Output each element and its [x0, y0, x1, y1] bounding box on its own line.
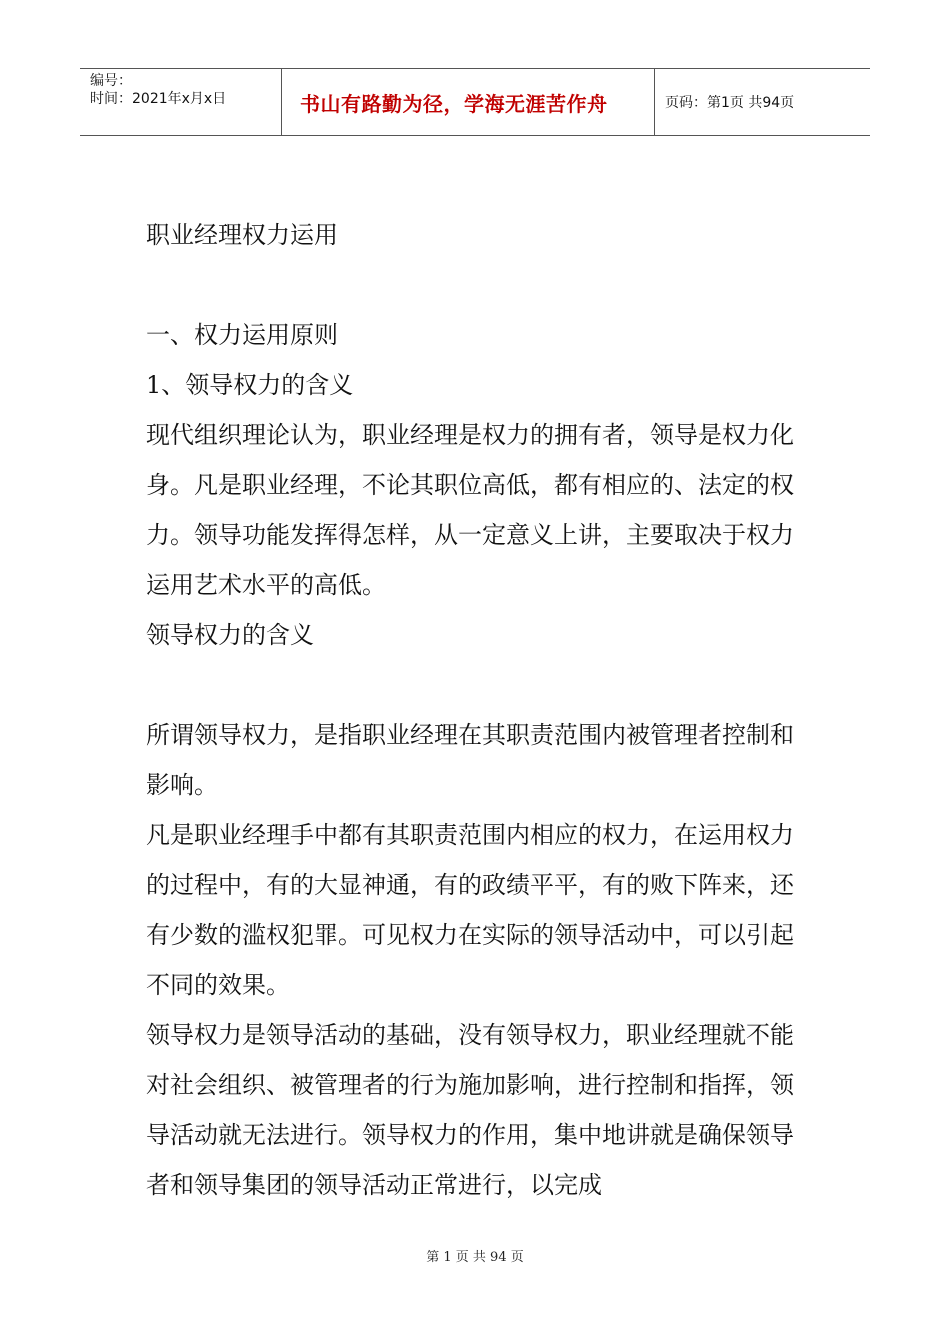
serial-label: 编号： [90, 73, 132, 89]
paragraph: 所谓领导权力，是指职业经理在其职责范围内被管理者控制和影响。 [146, 721, 794, 799]
document-title: 职业经理权力运用 [146, 221, 338, 249]
subsection-heading: 1、领导权力的含义 [146, 371, 354, 399]
page-footer: 第 1 页 共 94 页 [426, 1250, 524, 1265]
subheading: 领导权力的含义 [146, 621, 314, 649]
header-page-info: 页码：第1页 共94页 [665, 95, 795, 111]
paragraph: 凡是职业经理手中都有其职责范围内相应的权力，在运用权力的过程中，有的大显神通，有的政绩平平，有的败下阵来，还有少数的滥权犯罪。可见权力在实际的领导活动中，可以引起不同的效果。 [146, 821, 794, 999]
section-heading: 一、权力运用原则 [146, 321, 338, 349]
document-body [146, 210, 811, 1210]
date-label: 时间：2021年x月x日 [90, 91, 227, 107]
header-meta [80, 69, 282, 135]
paragraph: 领导权力是领导活动的基础，没有领导权力，职业经理就不能对社会组织、被管理者的行为施加影响，进行控制和指挥，领导活动就无法进行。领导权力的作用，集中地讲就是确保领导者和领导集团的领导活动正常进行，以完成 [146, 1021, 794, 1199]
paragraph: 现代组织理论认为，职业经理是权力的拥有者，领导是权力化身。凡是职业经理，不论其职位高低，都有相应的、法定的权力。领导功能发挥得怎样，从一定意义上讲，主要取决于权力运用艺术水平的高低。 [146, 421, 794, 599]
header-motto: 书山有路勤为径，学海无涯苦作舟 [282, 69, 655, 135]
document-header [80, 68, 870, 136]
